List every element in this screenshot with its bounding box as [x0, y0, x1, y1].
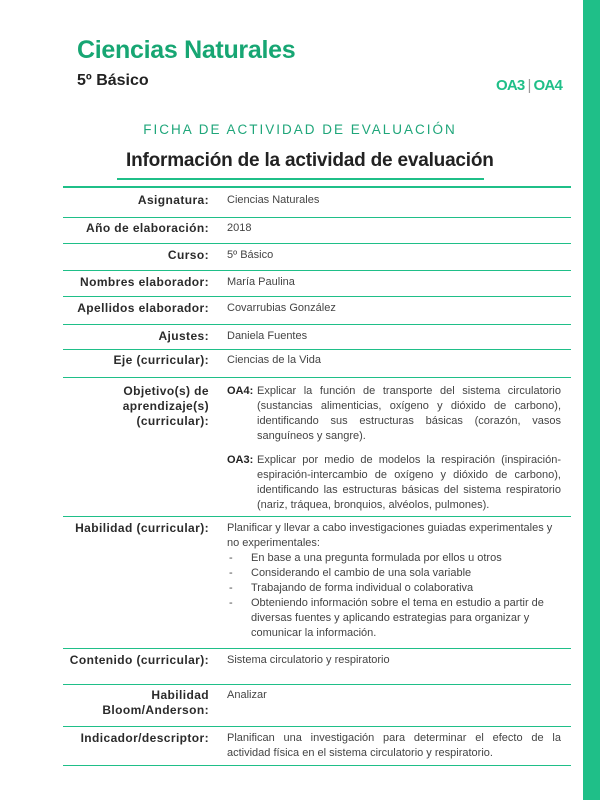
objective-item — [227, 453, 561, 513]
row-nombres — [63, 271, 571, 298]
row-label: Eje (curricular): — [113, 353, 209, 367]
row-label: Habilidad (curricular): — [75, 521, 209, 535]
row-label: Curso: — [167, 248, 209, 262]
objective-code: OA4: — [227, 384, 254, 397]
row-objetivos — [63, 378, 571, 518]
page-title: Información de la actividad de evaluación — [126, 150, 494, 171]
row-habilidad — [63, 517, 571, 649]
row-label: Contenido (curricular): — [69, 652, 209, 667]
row-bloom — [63, 685, 571, 727]
bullet-text: Trabajando de forma individual o colaborativa — [251, 582, 474, 594]
bullet-dash: - — [229, 597, 233, 609]
objective-text: Explicar por medio de modelos la respiración (inspiración-espiración-intercambio de oxígeno y dióxido de carbono), identificando las estructuras básicas del sistema respiratorio (nariz, tráquea, bronquios, alvéolos, pulmones). — [257, 453, 561, 511]
title-underline — [117, 178, 484, 180]
skill-bullet — [227, 581, 561, 596]
skill-bullet — [227, 566, 561, 581]
info-table — [63, 186, 571, 766]
subject-title: Ciencias Naturales — [77, 36, 296, 64]
skill-intro: Planificar y llevar a cabo investigaciones guiadas experimentales y no experimentales: — [227, 522, 553, 549]
row-value — [227, 521, 571, 648]
row-asignatura — [63, 188, 571, 218]
bullet-dash: - — [229, 582, 233, 594]
oa-tag: OA4 — [533, 77, 562, 94]
row-label: Indicador/descriptor: — [80, 730, 209, 745]
row-value — [227, 384, 571, 517]
bullet-dash: - — [229, 552, 233, 564]
objective-text: Explicar la función de transporte del sistema circulatorio (sustancias alimenticias, oxígeno y dióxido de carbono), identificando sus estructuras básicas (corazón, vasos sanguíneos y sangre). — [257, 384, 561, 442]
row-label: Habilidad Bloom/Anderson: — [102, 688, 209, 717]
row-value: Covarrubias González — [227, 302, 336, 314]
row-value: Ciencias Naturales — [227, 194, 320, 206]
row-value: Daniela Fuentes — [227, 329, 308, 342]
bullet-dash: - — [229, 567, 233, 579]
row-label: Año de elaboración: — [86, 220, 209, 235]
objective-item — [227, 384, 561, 444]
row-label: Apellidos elaborador: — [77, 301, 209, 315]
skill-bullet — [227, 596, 561, 641]
row-contenido — [63, 649, 571, 686]
row-label: Nombres elaborador: — [80, 274, 209, 289]
row-value: Ciencias de la Vida — [227, 354, 321, 366]
bullet-text: Obteniendo información sobre el tema en estudio a partir de diversas fuentes y aplicando estrategias para organizar y comunicar la información. — [251, 597, 544, 639]
bullet-text: Considerando el cambio de una sola variable — [251, 567, 472, 579]
skill-bullet — [227, 551, 561, 566]
grade-label: 5º Básico — [77, 72, 149, 89]
objective-code: OA3: — [227, 453, 254, 466]
oa-tag: OA3 — [495, 77, 525, 94]
row-eje — [63, 350, 571, 378]
row-indicador — [63, 727, 571, 767]
row-value: 5º Básico — [227, 249, 274, 261]
row-value: 2018 — [227, 221, 252, 234]
row-value: María Paulina — [227, 275, 295, 288]
side-accent-bar — [583, 0, 600, 800]
row-label: Ajustes: — [158, 328, 209, 343]
row-label: Asignatura: — [137, 193, 209, 207]
row-ajustes — [63, 325, 571, 351]
row-curso — [63, 244, 571, 271]
row-anio — [63, 218, 571, 245]
row-value: Analizar — [227, 689, 267, 701]
row-apellidos — [63, 297, 571, 325]
row-value: Sistema circulatorio y respiratorio — [227, 653, 390, 666]
sheet-kicker: FICHA DE ACTIVIDAD DE EVALUACIÓN — [143, 122, 457, 137]
row-label: Objetivo(s) de aprendizaje(s) (curricular): — [122, 383, 209, 428]
oa-separator: | — [527, 77, 531, 94]
bullet-text: En base a una pregunta formulada por ellos u otros — [251, 552, 502, 564]
row-value: Planifican una investigación para determinar el efecto de la actividad física en el sistema circulatorio y respiratorio. — [227, 731, 561, 759]
oa-tags — [496, 77, 562, 94]
